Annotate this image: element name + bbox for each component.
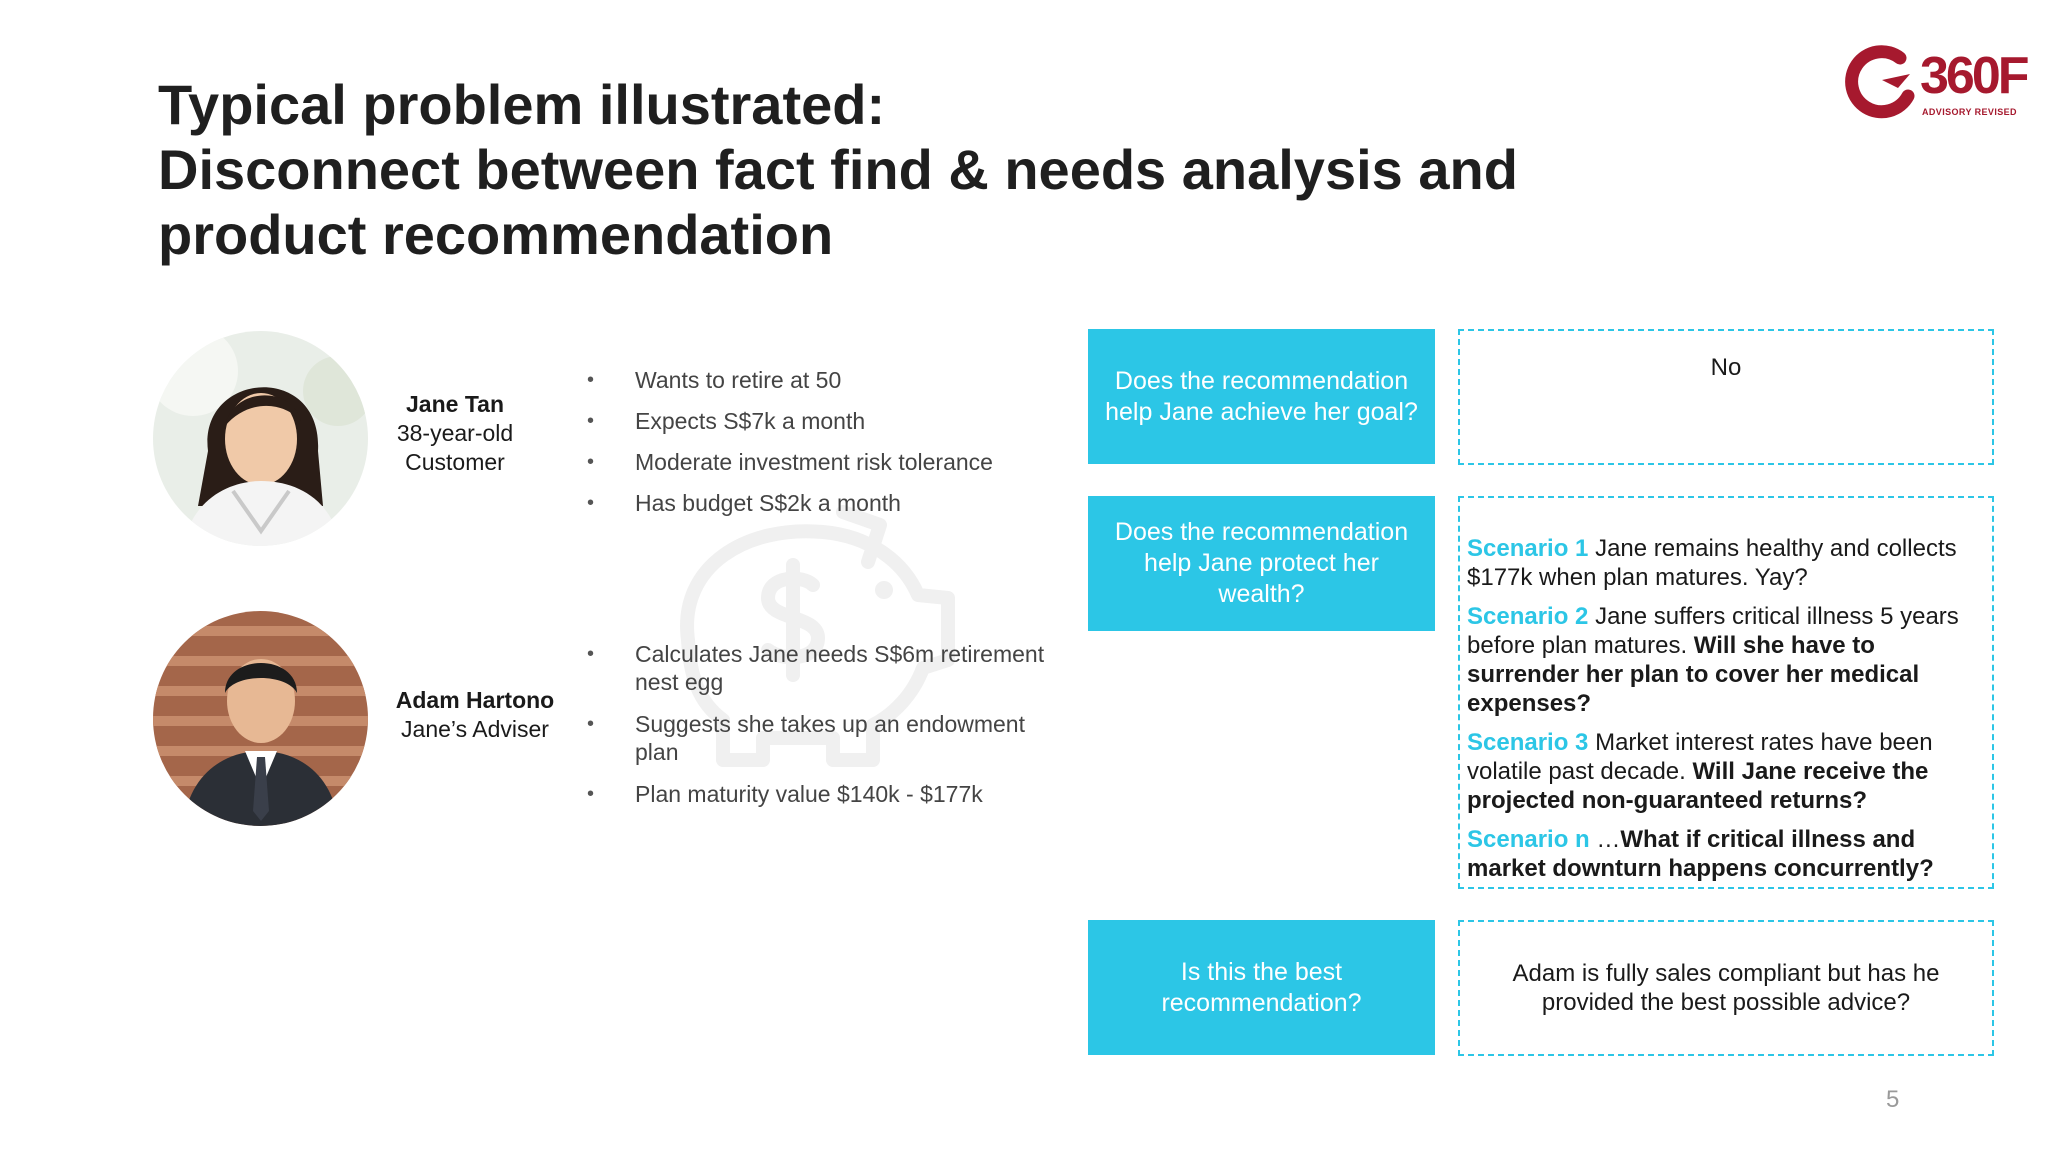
scenario-item bbox=[1467, 602, 1984, 718]
list-item: • Suggests she takes up an endowment plan bbox=[587, 710, 1057, 766]
title-line-3: product recommendation bbox=[158, 203, 834, 266]
scenario-item bbox=[1467, 728, 1984, 815]
answer-text: Adam is fully sales compliant but has he provided the best possible advice? bbox=[1512, 960, 1940, 1016]
customer-facts-list bbox=[587, 366, 1067, 530]
list-item: • Calculates Jane needs S$6m retirement nest egg bbox=[587, 640, 1057, 696]
adviser-avatar bbox=[153, 611, 368, 826]
customer-avatar bbox=[153, 331, 368, 546]
scenario-item bbox=[1467, 534, 1984, 592]
question-box-goal bbox=[1088, 329, 1435, 464]
scenario-text: Jane remains healthy and collects $177k when plan matures. Yay? bbox=[1467, 535, 1957, 591]
list-item: • Wants to retire at 50 bbox=[587, 366, 1067, 394]
scenario-emphasis: Will Jane receive the projected non-guaranteed returns? bbox=[1467, 758, 1929, 814]
scenario-text: … bbox=[1589, 826, 1621, 853]
title-line-1: Typical problem illustrated: bbox=[158, 73, 886, 136]
adviser-profile bbox=[375, 686, 575, 744]
answer-box-goal bbox=[1458, 329, 1994, 465]
list-item: • Has budget S$2k a month bbox=[587, 489, 1067, 517]
adviser-actions-list bbox=[587, 640, 1057, 822]
scenario-emphasis: What if critical illness and market downturn happens concurrently? bbox=[1467, 826, 1934, 882]
logo-wordmark: 360F bbox=[1920, 47, 2027, 105]
scenario-label: Scenario 2 bbox=[1467, 603, 1589, 630]
page-number: 5 bbox=[1886, 1086, 1900, 1113]
logo-subtitle: ADVISORY REVISED bbox=[1922, 107, 2017, 117]
question-box-best bbox=[1088, 920, 1435, 1055]
logo-mark-icon bbox=[1838, 44, 1928, 124]
scenario-label: Scenario n bbox=[1467, 826, 1590, 853]
scenarios-box bbox=[1458, 496, 1994, 889]
scenario-text: Jane suffers critical illness 5 years before plan matures. bbox=[1467, 603, 1959, 659]
question-text: Is this the best recommendation? bbox=[1161, 957, 1362, 1017]
customer-role: Customer bbox=[405, 449, 505, 475]
answer-text: No bbox=[1710, 353, 1742, 381]
slide-title bbox=[158, 72, 1718, 267]
title-line-2: Disconnect between fact find & needs analysis and bbox=[158, 138, 1518, 201]
answer-box-best bbox=[1458, 920, 1994, 1056]
scenario-emphasis: Will she have to surrender her plan to cover her medical expenses? bbox=[1467, 632, 1920, 717]
customer-profile bbox=[370, 390, 540, 477]
adviser-name: Adam Hartono bbox=[395, 687, 555, 713]
list-item: • Plan maturity value $140k - $177k bbox=[587, 780, 1057, 808]
list-item: • Moderate investment risk tolerance bbox=[587, 448, 1067, 476]
question-text: Does the recommendation help Jane achieve her goal? bbox=[1105, 366, 1418, 426]
customer-age: 38-year-old bbox=[396, 420, 514, 446]
scenario-label: Scenario 1 bbox=[1467, 535, 1589, 562]
question-box-protect bbox=[1088, 496, 1435, 631]
list-item: • Expects S$7k a month bbox=[587, 407, 1067, 435]
adviser-role: Jane’s Adviser bbox=[401, 716, 549, 742]
question-text: Does the recommendation help Jane protect her wealth? bbox=[1114, 518, 1409, 608]
customer-name: Jane Tan bbox=[406, 391, 504, 417]
scenario-label: Scenario 3 bbox=[1467, 729, 1589, 756]
scenario-text: Market interest rates have been volatile past decade. bbox=[1467, 729, 1933, 785]
scenario-item bbox=[1467, 825, 1984, 883]
